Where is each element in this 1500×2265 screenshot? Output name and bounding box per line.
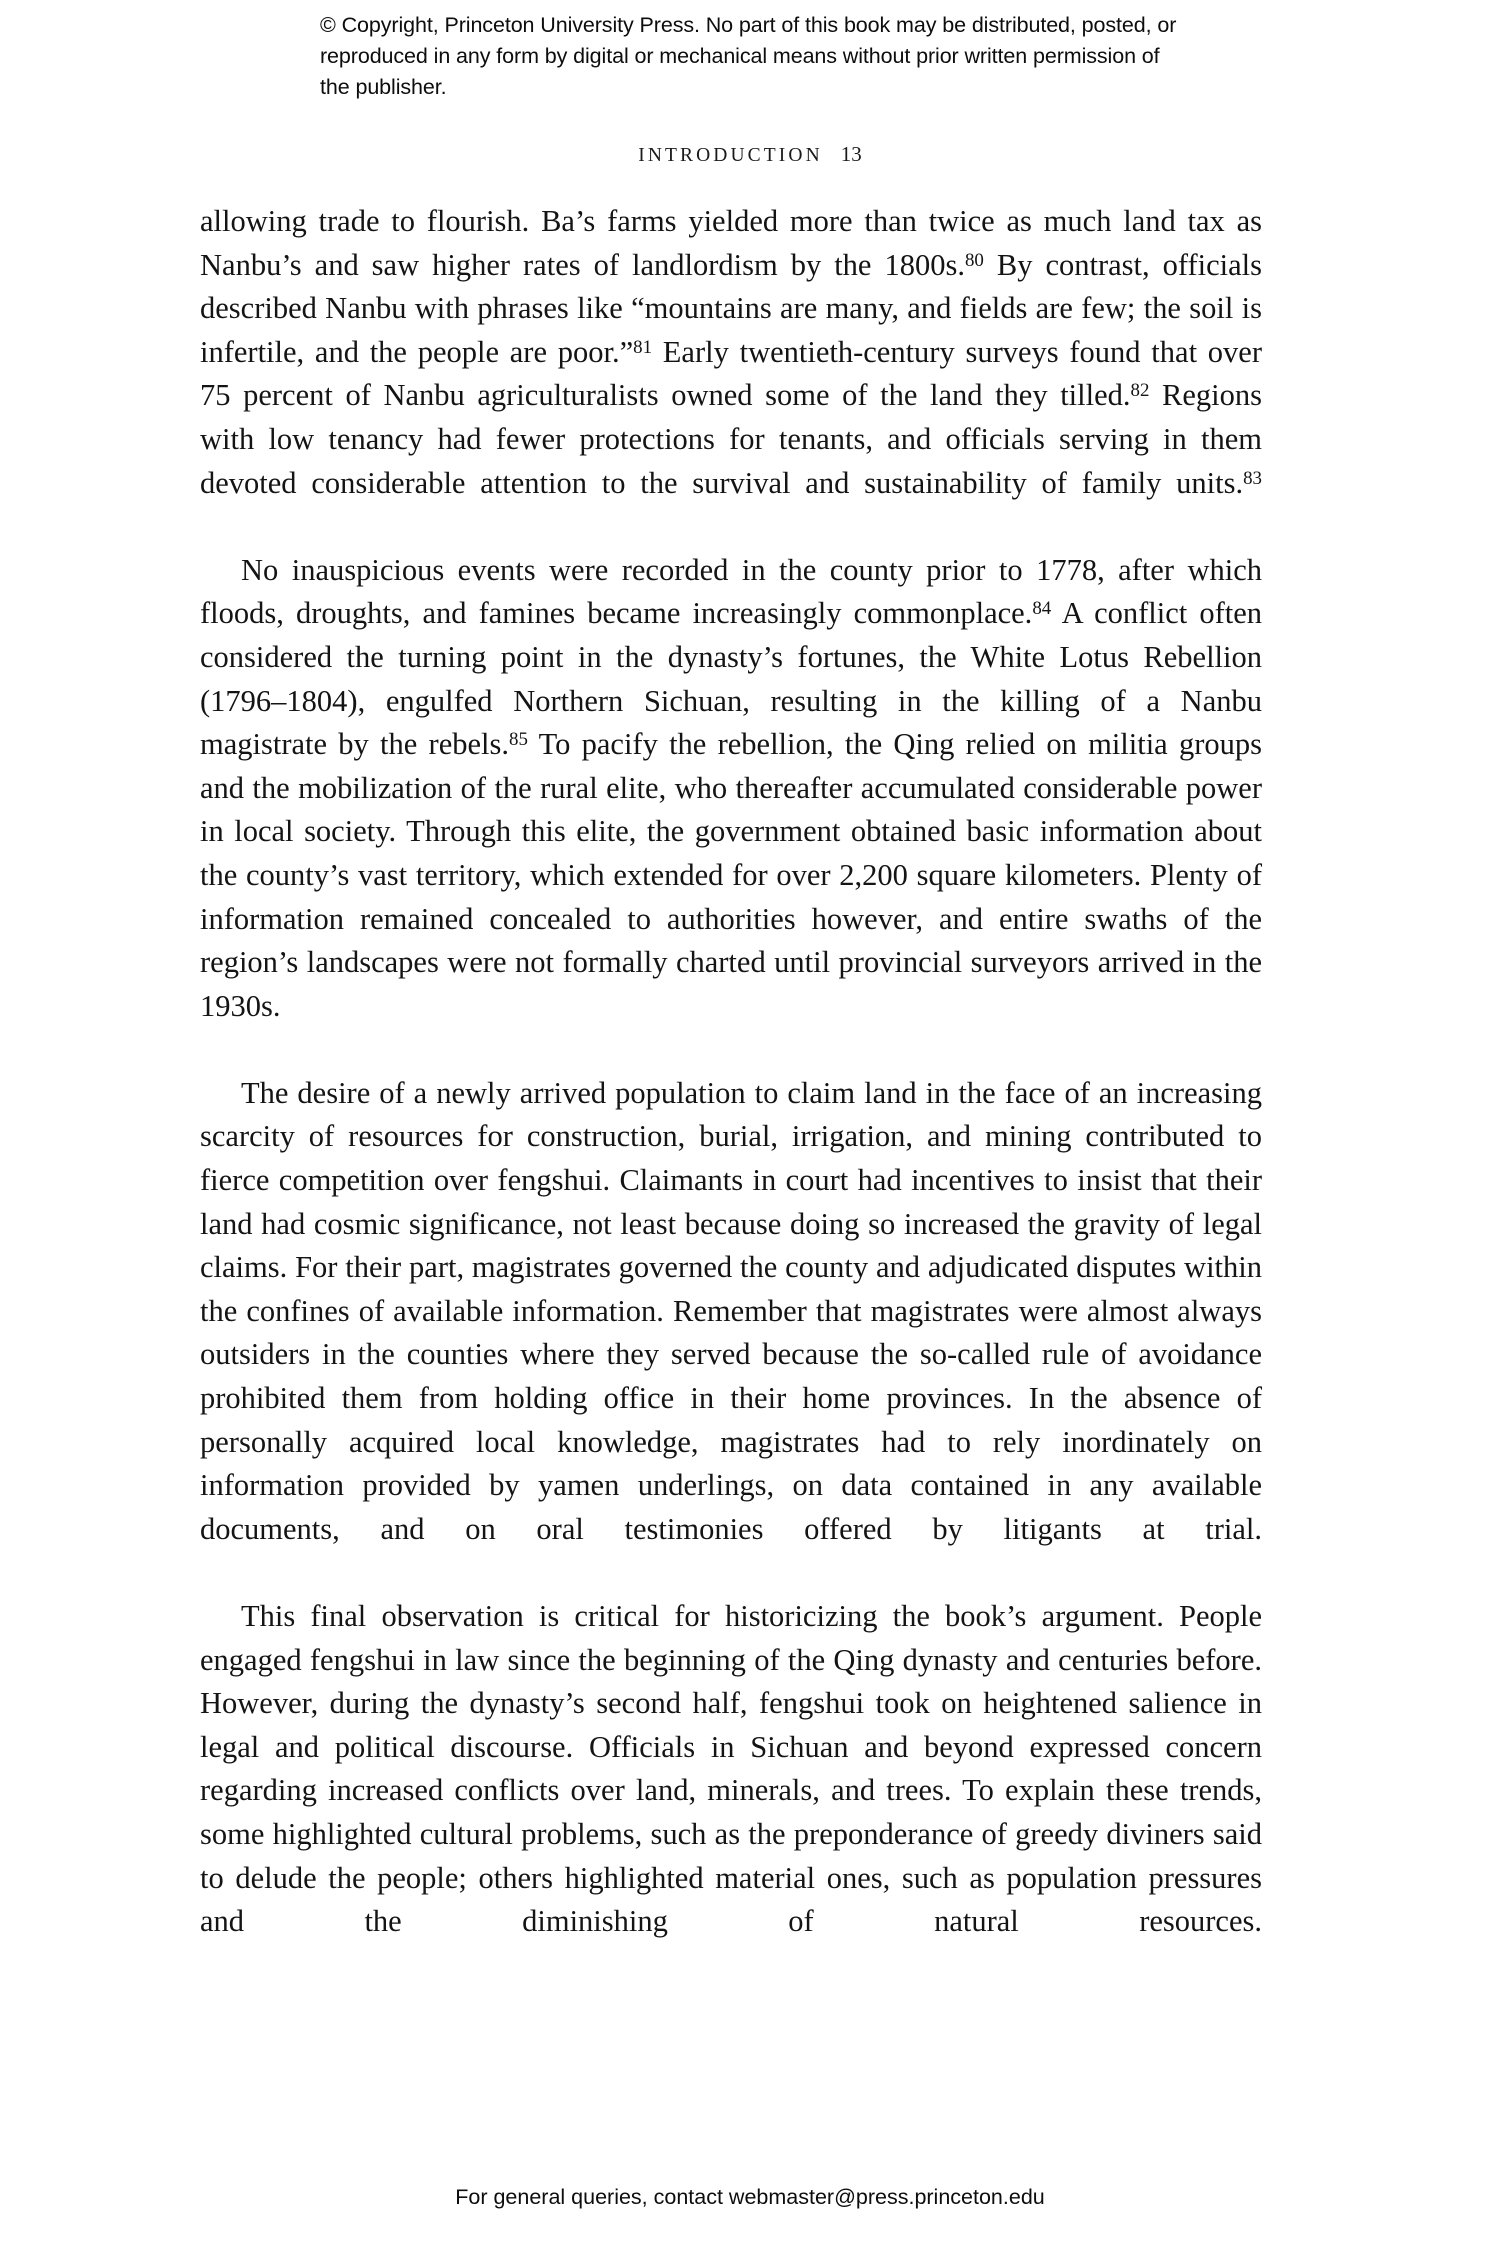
footnote-marker[interactable]: 81 — [633, 336, 653, 358]
running-head — [0, 142, 1500, 167]
body-paragraph — [200, 1595, 1262, 1987]
paragraph-text: By contrast, officials described Nanbu with phrases like “mountains are many, and fields are few; the soil is infertile, and the people are poor.” — [200, 247, 1262, 369]
footnote-marker[interactable]: 84 — [1032, 598, 1052, 620]
body-paragraph — [200, 549, 1262, 1072]
paragraph-text: Early twentieth-century surveys found that over 75 percent of Nanbu agriculturalists owned some of the land they tilled. — [200, 334, 1262, 413]
paragraph-text: The desire of a newly arrived population to claim land in the face of an increasing scarcity of resources for construction, burial, irrigation, and mining contributed to fierce competition over fengshui. Claimants in court had incentives to insist that their land had cosmic significance, not least because doing so increased the gravity of legal claims. For their part, magistrates governed the county and adjudicated disputes within the confines of available information. Remember that magistrates were almost always outsiders in the counties where they served because the so-called rule of avoidance prohibited them from holding office in their home provinces. In the absence of personally acquired local knowledge, magistrates had to rely inordinately on information provided by yamen underlings, on data contained in any available documents, and on oral testimonies offered by litigants at trial. — [200, 1075, 1262, 1546]
body-paragraph — [200, 1072, 1262, 1595]
footnote-marker[interactable]: 85 — [509, 729, 528, 751]
paragraph-text: allowing trade to flourish. Ba’s farms yielded more than twice as much land tax as Nanbu’s and saw higher rates of landlordism by the 1800s. — [200, 204, 1262, 282]
running-head-title: INTRODUCTION — [638, 145, 823, 166]
paragraph-text: This final observation is critical for historicizing the book’s argument. People engaged fengshui in law since the beginning of the Qing dynasty and centuries before. However, during the dynasty’s second half, fengshui took on heightened salience in legal and political discourse. Officials in Sichuan and beyond expressed concern regarding increased conflicts over land, minerals, and trees. To explain these trends, some highlighted cultural problems, such as the preponderance of greedy diviners said to delude the people; others highlighted material ones, such as population pressures and the diminishing of natural resources. — [200, 1599, 1262, 1939]
footnote-marker[interactable]: 83 — [1243, 467, 1262, 489]
copyright-notice: © Copyright, Princeton University Press. No part of this book may be distributed, posted, or reproduced in any form by digital or mechanical means without prior written permission of the publisher. — [320, 13, 1177, 99]
paragraph-text: A conflict often considered the turning point in the dynasty’s fortunes, the White Lotus Rebellion (1796–1804), engulfed Northern Sichuan, resulting in the killing of a Nanbu magistrate by the rebels. — [200, 596, 1262, 762]
footer-queries-notice: For general queries, contact webmaster@press.princeton.edu — [455, 2185, 1045, 2209]
body-text-block — [200, 200, 1262, 1987]
body-paragraph — [200, 200, 1262, 549]
paragraph-text: Regions with low tenancy had fewer protections for tenants, and officials serving in them devoted considerable attention to the survival and sustainability of family units. — [200, 378, 1262, 500]
footnote-marker[interactable]: 82 — [1130, 380, 1150, 402]
paragraph-text: No inauspicious events were recorded in the county prior to 1778, after which floods, droughts, and famines became increasingly commonplace. — [200, 552, 1262, 631]
paragraph-text: To pacify the rebellion, the Qing relied on militia groups and the mobilization of the rural elite, who thereafter accumulated considerable power in local society. Through this elite, the government obtained basic information about the county’s vast territory, which extended for over 2,200 square kilometers. Plenty of information remained concealed to authorities however, and entire swaths of the region’s landscapes were not formally charted until provincial surveyors arrived in the 1930s. — [200, 727, 1262, 1023]
page-number: 13 — [840, 142, 862, 166]
footnote-marker[interactable]: 80 — [964, 249, 984, 271]
